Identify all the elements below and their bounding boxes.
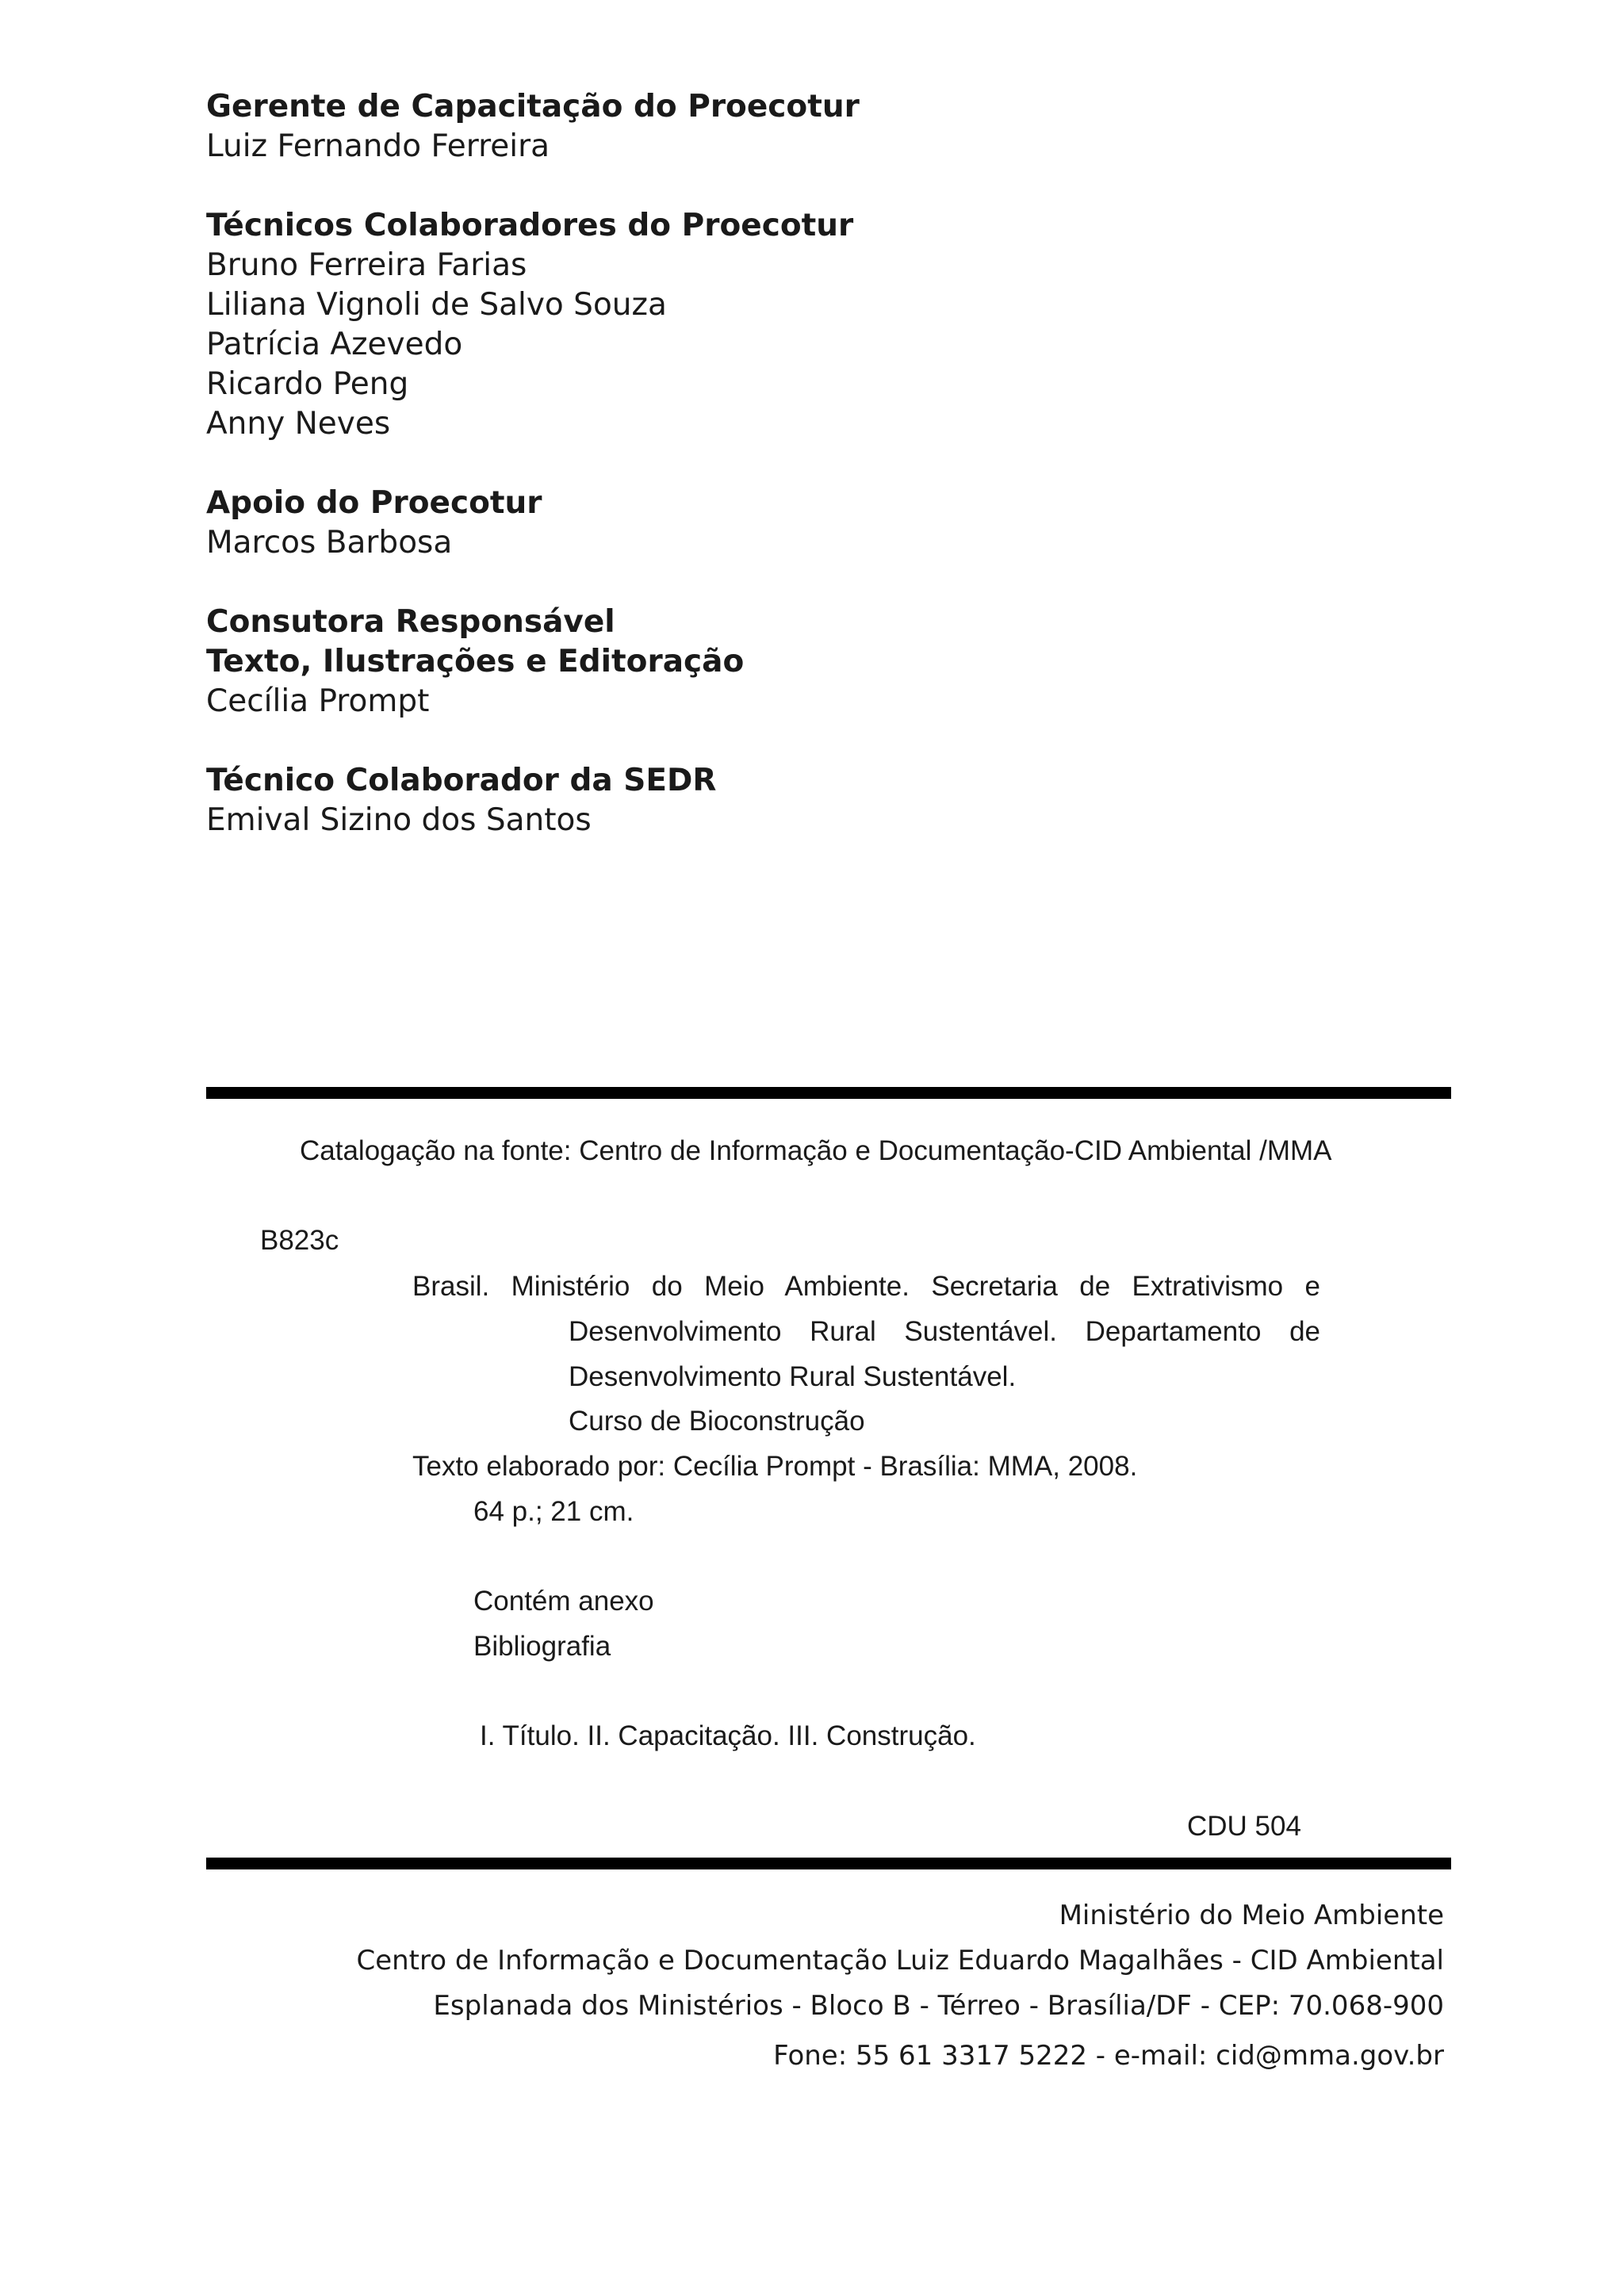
credit-heading: Técnicos Colaboradores do Proecotur (206, 208, 854, 243)
call-number: B823c (260, 1225, 339, 1256)
credit-block-tecnicos (206, 206, 1396, 444)
credit-heading: Texto, Ilustrações e Editoração (206, 644, 745, 679)
credit-name: Luiz Fernando Ferreira (206, 128, 550, 164)
credit-heading: Consutora Responsável (206, 604, 615, 640)
catalog-entry-line: Brasil. Ministério do Meio Ambiente. Secretaria de Extrativismo e (412, 1271, 1320, 1302)
credit-name: Patrícia Azevedo (206, 327, 463, 362)
credit-heading: Técnico Colaborador da SEDR (206, 763, 717, 798)
catalog-subjects: I. Título. II. Capacitação. III. Construção. (480, 1720, 976, 1751)
footer-center: Centro de Informação e Documentação Luiz Eduardo Magalhães - CID Ambiental (356, 1945, 1444, 1976)
credit-name: Liliana Vignoli de Salvo Souza (206, 287, 667, 323)
catalog-entry-line: Desenvolvimento Rural Sustentável. Departamento de (569, 1316, 1320, 1347)
credit-block-apoio (206, 484, 1396, 563)
catalog-extent: 64 p.; 21 cm. (473, 1496, 634, 1527)
credit-heading: Apoio do Proecotur (206, 485, 542, 521)
catalog-header: Catalogação na fonte: Centro de Informação e Documentação-CID Ambiental /MMA (300, 1135, 1332, 1166)
catalog-note: Contém anexo (473, 1586, 654, 1617)
footer-address-line: Esplanada dos Ministérios - Bloco B - Térreo - Brasília/DF - CEP: 70.068-900 (433, 1990, 1444, 2022)
credits-section (206, 87, 1396, 880)
credit-block-consultora (206, 603, 1396, 721)
credit-name: Anny Neves (206, 406, 391, 442)
footer-contact: Fone: 55 61 3317 5222 - e-mail: cid@mma.gov.br (773, 2040, 1444, 2072)
credit-name: Ricardo Peng (206, 366, 409, 402)
top-divider (206, 1087, 1451, 1099)
credit-heading: Gerente de Capacitação do Proecotur (206, 89, 860, 124)
credit-name: Marcos Barbosa (206, 525, 453, 561)
credit-block-sedr (206, 761, 1396, 840)
catalog-cdu: CDU 504 (1187, 1811, 1301, 1842)
footer-org: Ministério do Meio Ambiente (1059, 1900, 1444, 1931)
credit-name: Bruno Ferreira Farias (206, 247, 527, 283)
catalog-entry-line: Curso de Bioconstrução (569, 1406, 865, 1437)
footer-address (356, 1893, 1444, 2079)
catalog-author-line: Texto elaborado por: Cecília Prompt - Brasília: MMA, 2008. (412, 1451, 1138, 1482)
credit-name: Emival Sizino dos Santos (206, 802, 592, 838)
catalog-note: Bibliografia (473, 1631, 611, 1662)
credit-block-gerente (206, 87, 1396, 166)
bottom-divider (206, 1858, 1451, 1869)
catalog-entry-line: Desenvolvimento Rural Sustentável. (569, 1361, 1017, 1392)
credit-name: Cecília Prompt (206, 683, 430, 719)
